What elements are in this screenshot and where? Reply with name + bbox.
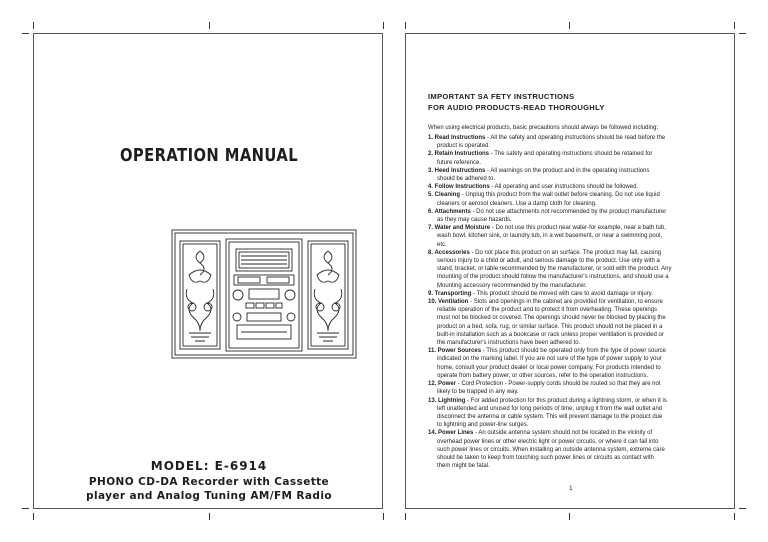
safety-rule-text: such power lines or circuits. When installing an outside antenna system, extreme care xyxy=(437,446,665,453)
crop-mark xyxy=(405,22,406,29)
safety-rule xyxy=(428,290,728,298)
product-illustration xyxy=(171,229,357,359)
safety-rule-text: - The safety and operating instructions should be retained for xyxy=(489,151,653,158)
safety-rule-text: wash bowl, kitchen sink, or laundry tub, in a wet basement, or near a swimming pool, xyxy=(437,233,663,240)
safety-rule-text: stand, bracket, or table recommended by the manufacturer, or sold with the product. Any xyxy=(437,266,672,273)
safety-rule-title: 11. Power Sources xyxy=(428,348,482,355)
instructions-page xyxy=(405,33,735,509)
safety-rule-title: 3. Heed Instructions xyxy=(428,167,486,174)
safety-rule-text: should be taken to keep from touching such power lines or circuits as contact with xyxy=(437,454,654,461)
safety-rules-list xyxy=(428,134,728,470)
safety-rule-text: overhead power lines or other electric light or power circuits, or where it can fall into xyxy=(437,438,659,445)
safety-rule-text: cleaners or aerosol cleaners. Use a damp cloth for cleaning. xyxy=(437,200,597,207)
crop-mark xyxy=(383,22,384,29)
safety-rule-text: product on a bed, sofa, rug, or similar surface. This product should not be placed in a xyxy=(437,323,663,330)
safety-rule xyxy=(428,429,728,470)
safety-rule-title: 4. Follow Instructions xyxy=(428,184,490,191)
safety-rule-text: - An outside antenna system should not be located in the vicinity of xyxy=(473,430,653,437)
safety-rule-text: the manufacturer's instructions have been adhered to. xyxy=(437,340,581,347)
safety-rule-text: - This product should be moved with care to avoid damage or injury. xyxy=(471,290,653,297)
safety-rule-text: left unattended and unused for long periods of time, unplug it from the wall outlet and xyxy=(437,405,663,412)
safety-rule-text: must not be blocked or covered. The openings should never be blocked by placing the xyxy=(437,315,666,322)
product-description xyxy=(34,475,384,503)
safety-rule-text: mounting of the product should follow the manufacturer's instructions, and should use a xyxy=(437,274,669,281)
crop-mark xyxy=(209,22,210,29)
safety-rule-text: - Unplug this product from the wall outlet before cleaning. Do not use liquid xyxy=(460,192,660,199)
safety-rule-text: disconnect the antenna or cable system. This will prevent damage to the product due xyxy=(437,413,663,420)
safety-rule-text: etc. xyxy=(437,241,447,248)
safety-rule-text: product is operated. xyxy=(437,143,491,150)
safety-rule xyxy=(428,134,728,150)
safety-rule-title: 1. Read Instructions xyxy=(428,135,486,141)
safety-rule-title: 2. Retain Instructions xyxy=(428,151,490,158)
safety-rule xyxy=(428,380,728,396)
safety-rule-text: indicated on the marking label. If you are not sure of the type of power supply to your xyxy=(437,356,662,363)
safety-rule xyxy=(428,167,728,183)
safety-rule-text: - All operating and user instructions should be followed. xyxy=(489,184,639,191)
model-number: MODEL: E-6914 xyxy=(150,459,268,473)
safety-rule-text: to lightning and power-line surges. xyxy=(437,422,529,429)
safety-rule-text: them might be fatal. xyxy=(437,463,490,470)
crop-mark xyxy=(33,513,34,520)
safety-rule-text: as they may cause hazards. xyxy=(437,217,512,224)
safety-rule-text: built-in installation such as a bookcase or rack unless proper ventilation is provided or xyxy=(437,331,664,338)
safety-rule-text: - All warnings on the product and in the operating instructions xyxy=(485,167,650,174)
safety-rule-title: 5. Cleaning xyxy=(428,192,461,199)
safety-rule-title: 14. Power Lines xyxy=(428,430,474,437)
safety-rule-text: home, consult your product dealer or local power company. For products intended to xyxy=(437,364,661,371)
crop-mark xyxy=(569,513,570,520)
safety-rule-title: 6. Attachments xyxy=(428,208,471,215)
safety-rule-text: - Do not use this product near water-for example, near a bath tub, xyxy=(490,225,666,232)
safety-rule-text: should be adhered to. xyxy=(437,176,496,183)
safety-rule-text: serious injury to a child or adult, and serious damage to the product. Use only with a xyxy=(437,258,660,265)
crop-mark xyxy=(734,513,735,520)
safety-rule-text: future reference. xyxy=(437,159,482,166)
safety-rule-text: - This product should be operated only from the type of power source xyxy=(481,348,667,355)
safety-rule-text: - Slots and openings in the cabinet are provided for ventilation, to ensure xyxy=(468,299,663,306)
safety-rule-text: - For added protection for this product during a lightning storm, or when it is xyxy=(465,397,667,404)
manual-title: OPERATION MANUAL xyxy=(119,145,299,166)
safety-rule-text: operate from battery power, or other sources, refer to the operation instructions. xyxy=(437,372,649,379)
crop-mark xyxy=(33,22,34,29)
crop-mark xyxy=(22,33,29,34)
safety-rule xyxy=(428,249,728,290)
safety-heading-line: FOR AUDIO PRODUCTS-READ THOROUGHLY xyxy=(428,103,605,112)
safety-rule-title: 13. Lightning xyxy=(428,397,466,404)
safety-rule-text: likely to be trapped in any way. xyxy=(437,389,519,396)
safety-rule-title: 8. Accessories xyxy=(428,249,470,256)
safety-rule xyxy=(428,397,728,430)
crop-mark xyxy=(739,508,746,509)
safety-rule-title: 10. Ventilation xyxy=(428,299,469,306)
safety-rule-text: - Do not place this product on an surface. The product may fall, causing xyxy=(469,249,662,256)
safety-rule xyxy=(428,298,728,347)
crop-mark xyxy=(739,33,746,34)
safety-rule xyxy=(428,347,728,380)
safety-rule-text: - Cord Protection - Power-supply cords should be routed so that they are not xyxy=(456,381,661,388)
safety-heading xyxy=(428,91,605,113)
crop-mark xyxy=(209,513,210,520)
product-description-line: player and Analog Tuning AM/FM Radio xyxy=(86,490,332,502)
safety-rule-text: - Do not use attachments not recommended by the product manufacturer xyxy=(470,208,667,215)
safety-rule-title: 9. Transporting xyxy=(428,290,472,297)
safety-rule-text: - All the safety and operating instructions should be read before the xyxy=(485,135,666,141)
safety-rule xyxy=(428,150,728,166)
crop-mark xyxy=(569,22,570,29)
safety-rule-text: reliable operation of the product and to protect it from overheating. These openings xyxy=(437,307,658,314)
product-description-line: PHONO CD-DA Recorder with Cassette xyxy=(88,476,330,488)
page-number: 1 xyxy=(569,485,573,492)
safety-rule xyxy=(428,183,728,191)
crop-mark xyxy=(734,22,735,29)
safety-rule-title: 12. Power xyxy=(428,381,457,388)
intro-text: When using electrical products, basic precautions should always be followed including: xyxy=(428,125,659,131)
safety-rule-text: Mounting accessory recommended by the manufacturer. xyxy=(437,282,587,289)
safety-rule xyxy=(428,224,728,249)
cover-page xyxy=(33,33,383,509)
safety-heading-line: IMPORTANT SA FETY INSTRUCTIONS xyxy=(428,92,575,101)
safety-rule xyxy=(428,191,728,207)
crop-mark xyxy=(383,513,384,520)
safety-rule-title: 7. Water and Moisture xyxy=(428,225,491,232)
crop-mark xyxy=(22,508,29,509)
crop-mark xyxy=(405,513,406,520)
safety-rule xyxy=(428,208,728,224)
